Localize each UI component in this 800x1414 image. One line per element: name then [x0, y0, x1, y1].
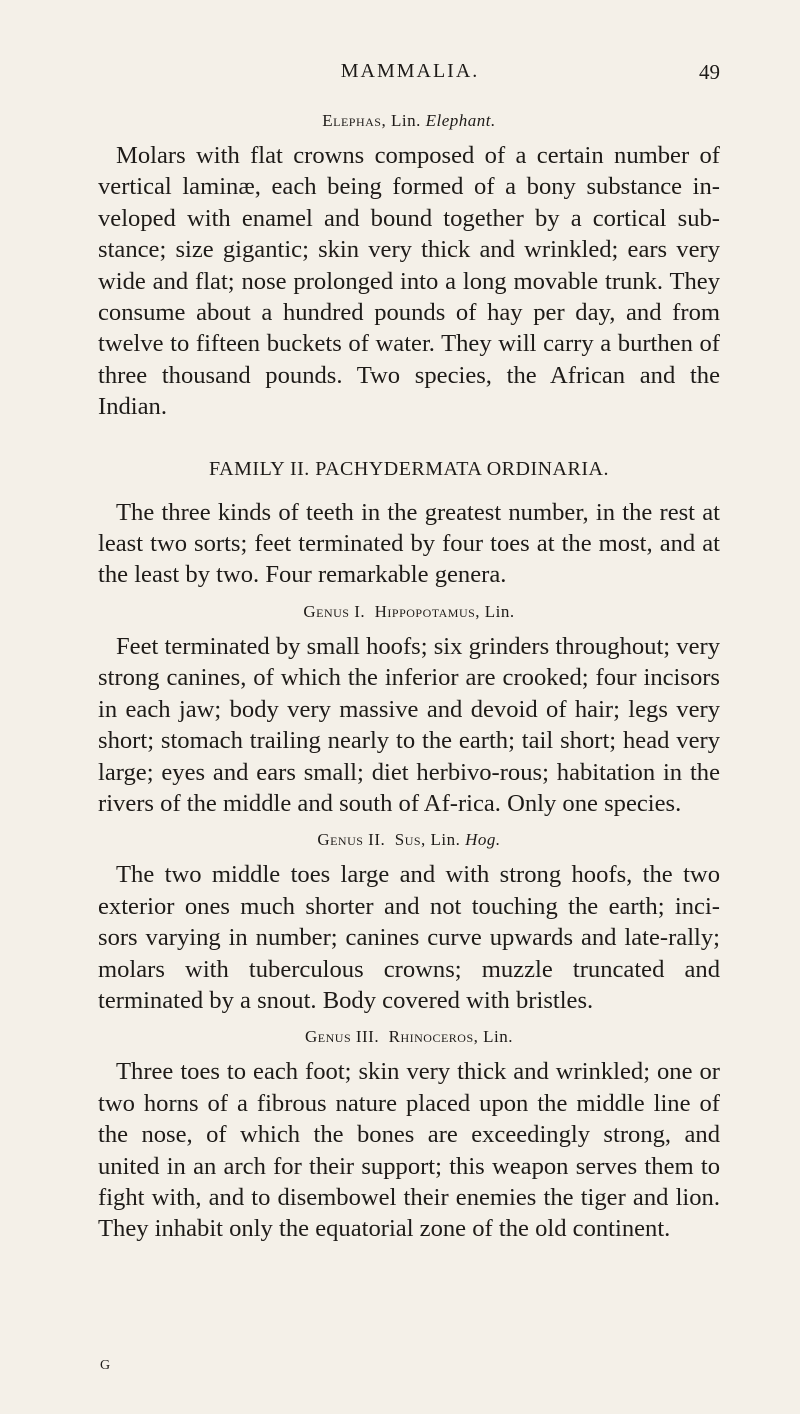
- genus-heading-elephas: [98, 108, 720, 134]
- authority: , Lin.: [473, 1027, 513, 1047]
- paragraph-sus: The two middle toes large and with strong hoofs, the two exterior ones much shorter and not touching the earth; inci-sors varying in number; canines curve upwards and late-rally; molars with tuberculous crowns; muzzle truncated and terminated by a snout. Body covered with bristles.: [98, 861, 720, 1014]
- running-title: MAMMALIA.: [340, 60, 480, 82]
- genus-name: Sus: [394, 830, 422, 850]
- genus-name: Rhinoceros: [388, 1027, 474, 1047]
- page-body: [98, 108, 720, 1245]
- genus-name: Hippopotamus: [374, 601, 476, 621]
- paragraph-family: The three kinds of teeth in the greatest number, in the rest at least two sorts; feet terminated by four toes at the most, and at the least by two. Four remarkable genera.: [98, 498, 720, 589]
- family-heading: FAMILY II. PACHYDERMATA ORDINARIA.: [209, 457, 609, 480]
- running-head: [100, 60, 720, 88]
- authority: , Lin.: [381, 111, 426, 130]
- common-name: Hog.: [465, 830, 501, 850]
- genus-label: Genus I.: [303, 601, 366, 621]
- signature-mark: G: [100, 1358, 111, 1373]
- genus-heading-rhinoceros: [98, 1024, 720, 1050]
- genus-label: Genus II.: [317, 830, 386, 850]
- authority: , Lin.: [421, 830, 466, 850]
- genus-name: Elephas: [322, 111, 382, 130]
- authority: , Lin.: [475, 601, 515, 621]
- paragraph-hippopotamus: Feet terminated by small hoofs; six grinders throughout; very strong canines, of which the inferior are crooked; four incisors in each jaw; body very massive and devoid of hair; legs very short; stomach trailing nearly to the earth; tail short; head very large; eyes and ears small; diet herbivo-rous; habitation in the rivers of the middle and south of Af-rica. Only one species.: [98, 632, 720, 817]
- page-number: 49: [699, 60, 720, 84]
- genus-heading-hippopotamus: [98, 599, 720, 625]
- genus-heading-sus: [98, 827, 720, 853]
- paragraph-elephas: Molars with flat crowns composed of a certain number of vertical laminæ, each being formed of a bony substance in-veloped with enamel and bound together by a cortical sub-stance; size gigantic; skin very thick and wrinkled; ears very wide and flat; nose prolonged into a long movable trunk. They consume about a hundred pounds of hay per day, and from twelve to fifteen buckets of water. They will carry a burthen of three thousand pounds. Two species, the African and the Indian.: [98, 142, 720, 421]
- common-name: Elephant.: [425, 111, 496, 130]
- paragraph-rhinoceros: Three toes to each foot; skin very thick and wrinkled; one or two horns of a fibrous nature placed upon the middle line of the nose, of which the bones are exceedingly strong, and united in an arch for their support; this weapon serves them to fight with, and to disembowel their enemies the tiger and lion. They inhabit only the equatorial zone of the old continent.: [98, 1058, 720, 1243]
- genus-label: Genus III.: [305, 1027, 380, 1047]
